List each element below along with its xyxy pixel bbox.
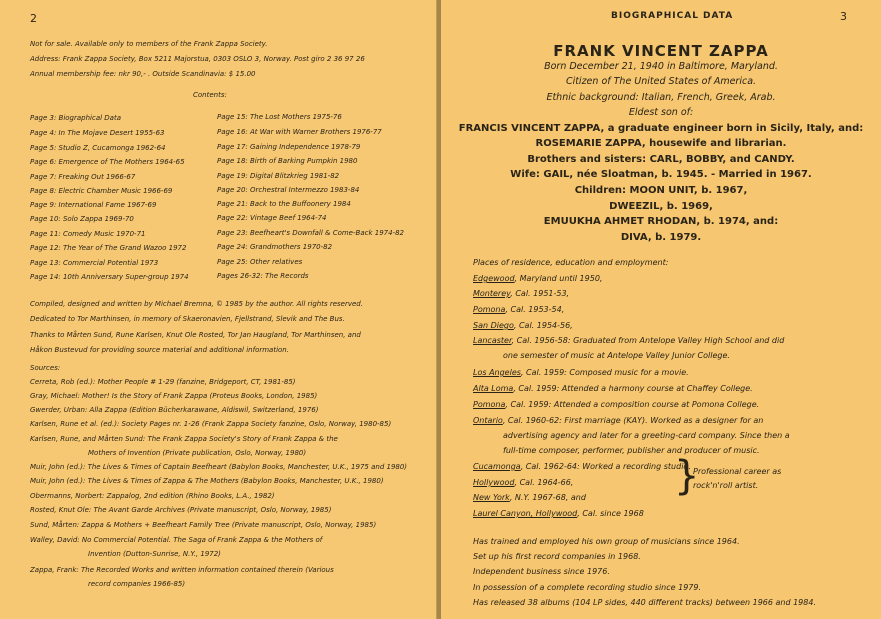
source-entry: Walley, David: No Commercial Potential. The Saga of Frank Zappa & the Mothers of [30,536,323,544]
bio-line: FRANCIS VINCENT ZAPPA, a graduate engineer born in Sicily, Italy, and: [458,123,864,134]
header-line: Address: Frank Zappa Society, Box 5211 Majorstua, 0303 OSLO 3, Norway. Post giro 2 36 97 26 [30,55,365,63]
closing-line: Has released 38 albums (104 LP sides, 440 different tracks) between 1966 and 1984. [473,598,816,607]
sources-title: Sources: [30,364,61,372]
residence-entry: Laurel Canyon, Hollywood, Cal. since 1968 [473,509,644,518]
residence-entry: Lancaster, Cal. 1956-58: Graduated from Antelope Valley High School and did [473,336,785,345]
source-entry: Karlsen, Rune, and Mårten Sund: The Frank Zappa Society's Story of Frank Zappa & the [30,435,338,443]
closing-line: Set up his first record companies in 1968. [473,552,641,561]
source-entry-continued: record companies 1966-85) [88,580,186,588]
residence-entry: Los Angeles, Cal. 1959: Composed music for a movie. [473,368,689,377]
page-header: BIOGRAPHICAL DATA [611,11,734,21]
source-entry: Gwerder, Urban: Alla Zappa (Edition Bücherkarawane, Aldiswil, Switzerland, 1976) [30,406,319,414]
residence-title: Places of residence, education and employment: [473,258,669,267]
source-entry-continued: Invention (Dutton-Sunrise, N.Y., 1972) [88,550,221,558]
residence-entry: Pomona, Cal. 1953-54, [473,305,565,314]
contents-item: Page 15: The Lost Mothers 1975-76 [217,113,342,121]
source-entry: Rosted, Knut Ole: The Avant Garde Archives (Private manuscript, Oslo, Norway, 1985) [30,506,332,514]
credits-line: Thanks to Mårten Sund, Rune Karlsen, Knut Ole Rosted, Tor Jan Haugland, Tor Marthinsen, and [30,331,361,339]
credits-line: Compiled, designed and written by Michael Bremna, © 1985 by the author. All rights reserved. [30,300,363,308]
contents-item: Page 3: Biographical Data [30,114,122,122]
contents-item: Page 4: In The Mojave Desert 1955-63 [30,129,165,137]
residence-entry: San Diego, Cal. 1954-56, [473,321,573,330]
residence-entry-continued: full-time composer, performer, publisher and producer of music. [503,446,760,455]
contents-item: Page 11: Comedy Music 1970-71 [30,230,146,238]
source-entry: Gray, Michael: Mother! Is the Story of Frank Zappa (Proteus Books, London, 1985) [30,392,318,400]
source-entry: Zappa, Frank: The Recorded Works and written information contained therein (Various [30,566,334,574]
contents-item: Page 18: Birth of Barking Pumpkin 1980 [217,157,358,165]
source-entry-continued: Mothers of Invention (Private publication, Oslo, Norway, 1980) [88,449,307,457]
bio-line: DIVA, b. 1979. [620,232,702,243]
source-entry: Muir, John (ed.): The Lives & Times of Captain Beefheart (Babylon Books, Manchester, U.K., 1975 and 1980) [30,463,408,471]
residence-entry: Edgewood, Maryland until 1950, [473,274,603,283]
bio-line: Eldest son of: [628,107,694,118]
career-note: Professional career as [693,467,782,476]
bio-line: Citizen of The United States of America. [565,76,757,87]
residence-entry: Hollywood, Cal. 1964-66, [473,478,574,487]
residence-entry-continued: one semester of music at Antelope Valley Junior College. [503,351,730,360]
residence-entry: Alta Loma, Cal. 1959: Attended a harmony course at Chaffey College. [473,384,753,393]
contents-item: Pages 26-32: The Records [217,272,309,280]
contents-item: Page 5: Studio Z, Cucamonga 1962-64 [30,144,166,152]
bio-line: Ethnic background: Italian, French, Greek, Arab. [546,92,776,103]
source-entry: Muir, John (ed.): The Lives & Times of Zappa & The Mothers (Babylon Books, Manchester, U.K., 1980) [30,477,384,485]
contents-item: Page 21: Back to the Buffoonery 1984 [217,200,351,208]
source-entry: Sund, Mårten: Zappa & Mothers + Beefheart Family Tree (Private manuscript, Oslo, Norway, 1985) [30,521,377,529]
closing-line: Has trained and employed his own group of musicians since 1964. [473,537,740,546]
header-line: Annual membership fee: nkr 90,- . Outside Scandinavia: $ 15.00 [30,70,256,78]
bio-line: Brothers and sisters: CARL, BOBBY, and CANDY. [527,154,795,165]
bio-line: Born December 21, 1940 in Baltimore, Maryland. [544,61,778,72]
residence-entry-continued: advertising agency and later for a greeting-card company. Since then a [503,431,790,440]
contents-item: Page 6: Emergence of The Mothers 1964-65 [30,158,185,166]
right-page [441,0,881,619]
contents-item: Page 22: Vintage Beef 1964-74 [217,214,327,222]
residence-entry: New York, N.Y. 1967-68, and [473,493,586,502]
left-page [0,0,437,619]
bio-line: ROSEMARIE ZAPPA, housewife and librarian. [535,138,787,149]
contents-item: Page 16: At War with Warner Brothers 1976-77 [217,128,382,136]
contents-item: Page 17: Gaining Independence 1978-79 [217,143,361,151]
contents-item: Page 8: Electric Chamber Music 1966-69 [30,187,173,195]
contents-item: Page 25: Other relatives [217,258,303,266]
credits-line: Håkon Bustevud for providing source material and additional information. [30,346,289,354]
contents-item: Page 13: Commercial Potential 1973 [30,259,159,267]
contents-item: Page 12: The Year of The Grand Wazoo 1972 [30,244,187,252]
contents-item: Page 20: Orchestral Intermezzo 1983-84 [217,186,360,194]
contents-item: Page 23: Beefheart's Downfall & Come-Back 1974-82 [217,229,404,237]
page-number: 3 [840,10,847,23]
contents-item: Page 19: Digital Blitzkrieg 1981-82 [217,172,340,180]
source-entry: Obermanns, Norbert: Zappalog, 2nd edition (Rhino Books, L.A., 1982) [30,492,275,500]
contents-item: Page 24: Grandmothers 1970-82 [217,243,333,251]
curly-brace: } [674,453,700,499]
bio-line: EMUUKHA AHMET RHODAN, b. 1974, and: [543,216,779,227]
contents-item: Page 9: International Fame 1967-69 [30,201,157,209]
contents-item: Page 7: Freaking Out 1966-67 [30,173,136,181]
source-entry: Cerreta, Rob (ed.): Mother People # 1-29 (fanzine, Bridgeport, CT, 1981-85) [30,378,296,386]
closing-line: In possession of a complete recording studio since 1979. [473,583,702,592]
header-line: Not for sale. Available only to members of the Frank Zappa Society. [30,40,268,48]
bio-line: DWEEZIL, b. 1969, [609,201,713,212]
contents-item: Page 14: 10th Anniversary Super-group 1974 [30,273,189,281]
bio-line: Children: MOON UNIT, b. 1967, [574,185,748,196]
page-number: 2 [30,12,37,25]
closing-line: Independent business since 1976. [473,567,610,576]
source-entry: Karlsen, Rune et al. (ed.): Society Pages nr. 1-26 (Frank Zappa Society fanzine, Oslo, Norway, 1980-85) [30,420,392,428]
credits-line: Dedicated to Tor Marthinsen, in memory of Skaeronavien, Fjellstrand, Slevik and The Bus. [30,315,345,323]
career-note: rock'n'roll artist. [693,481,759,490]
residence-entry: Pomona, Cal. 1959: Attended a composition course at Pomona College. [473,400,760,409]
contents-item: Page 10: Solo Zappa 1969-70 [30,215,134,223]
bio-line: Wife: GAIL, née Sloatman, b. 1945. - Married in 1967. [510,169,812,180]
subject-name: FRANK VINCENT ZAPPA [553,42,769,60]
residence-entry: Cucamonga, Cal. 1962-64: Worked a recording studio. [473,462,691,471]
contents-title: Contents: [193,91,227,99]
residence-entry: Ontario, Cal. 1960-62: First marriage (KAY). Worked as a designer for an [473,416,764,425]
residence-entry: Monterey, Cal. 1951-53, [473,289,570,298]
